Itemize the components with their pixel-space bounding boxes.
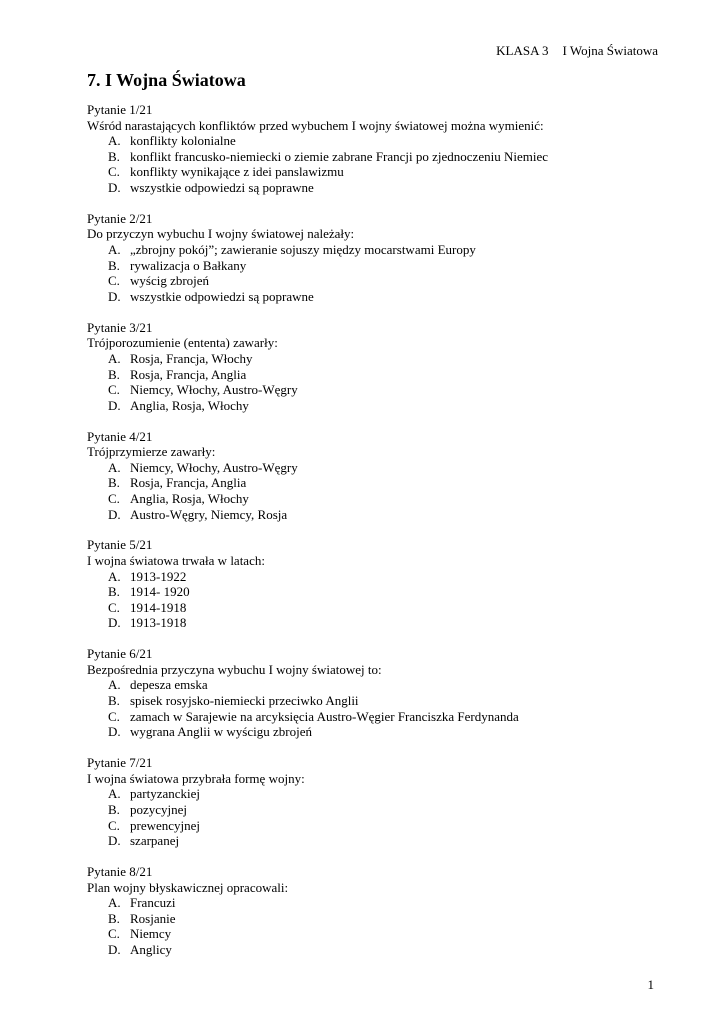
- answer-text: Austro-Węgry, Niemcy, Rosja: [130, 506, 288, 522]
- question-text: Plan wojny błyskawicznej opracowali:: [87, 879, 289, 895]
- answer-option: [87, 926, 687, 942]
- question-block: [87, 537, 687, 631]
- answer-list: [87, 242, 687, 304]
- answer-option: [87, 491, 687, 507]
- answer-option: [87, 569, 687, 585]
- answer-list: [87, 351, 687, 413]
- answer-letter: D.: [108, 615, 121, 631]
- question-text: I wojna światowa trwała w latach:: [87, 553, 265, 569]
- answer-letter: B.: [108, 366, 120, 382]
- answer-text: wygrana Anglii w wyścigu zbrojeń: [130, 724, 312, 740]
- answer-text: Anglicy: [130, 941, 172, 957]
- answer-option: [87, 133, 687, 149]
- question-number: Pytanie 7/21: [87, 755, 153, 771]
- answer-option: [87, 149, 687, 165]
- header-topic: I Wojna Światowa: [562, 43, 658, 58]
- answer-letter: C.: [108, 273, 120, 289]
- answer-option: [87, 942, 687, 958]
- header-class: KLASA 3: [496, 43, 549, 58]
- answer-option: [87, 786, 687, 802]
- answer-option: [87, 460, 687, 476]
- question-text: Trójprzymierze zawarły:: [87, 444, 216, 460]
- answer-letter: B.: [108, 584, 120, 600]
- question-block: [87, 429, 687, 523]
- answer-text: wszystkie odpowiedzi są poprawne: [130, 288, 314, 304]
- answer-option: [87, 367, 687, 383]
- answer-option: [87, 475, 687, 491]
- answer-text: 1913-1918: [130, 615, 187, 631]
- answer-option: [87, 818, 687, 834]
- question-text: Bezpośrednia przyczyna wybuchu I wojny światowej to:: [87, 661, 382, 677]
- question-text: Wśród narastających konfliktów przed wybuchem I wojny światowej można wymienić:: [87, 117, 544, 133]
- answer-text: konflikty wynikające z idei panslawizmu: [130, 164, 344, 180]
- answer-option: [87, 895, 687, 911]
- answer-text: zamach w Sarajewie na arcyksięcia Austro-Węgier Franciszka Ferdynanda: [130, 708, 519, 724]
- answer-letter: C.: [108, 926, 120, 942]
- question-number: Pytanie 8/21: [87, 864, 153, 880]
- question-text: Trójporozumienie (ententa) zawarły:: [87, 335, 278, 351]
- question-block: [87, 211, 687, 305]
- answer-option: [87, 709, 687, 725]
- answer-text: Rosja, Francja, Włochy: [130, 350, 253, 366]
- answer-letter: C.: [108, 708, 120, 724]
- answer-option: [87, 382, 687, 398]
- answer-letter: B.: [108, 475, 120, 491]
- answer-letter: A.: [108, 568, 121, 584]
- question-number: Pytanie 3/21: [87, 319, 153, 335]
- page-header: [496, 43, 658, 59]
- answer-option: [87, 584, 687, 600]
- answer-letter: C.: [108, 599, 120, 615]
- answer-text: konflikt francusko-niemiecki o ziemie zabrane Francji po zjednoczeniu Niemiec: [130, 148, 548, 164]
- answer-option: [87, 693, 687, 709]
- answer-option: [87, 833, 687, 849]
- answer-letter: C.: [108, 817, 120, 833]
- answer-option: [87, 289, 687, 305]
- answer-letter: D.: [108, 724, 121, 740]
- answer-text: konflikty kolonialne: [130, 133, 236, 149]
- page-number: 1: [647, 977, 654, 992]
- answer-list: [87, 460, 687, 522]
- answer-text: spisek rosyjsko-niemiecki przeciwko Anglii: [130, 693, 359, 709]
- page-title: 7. I Wojna Światowa: [87, 70, 246, 90]
- answer-text: pozycyjnej: [130, 801, 188, 817]
- answer-letter: B.: [108, 910, 120, 926]
- answer-letter: D.: [108, 506, 121, 522]
- answer-text: partyzanckiej: [130, 786, 201, 802]
- answer-text: depesza emska: [130, 677, 208, 693]
- answer-letter: A.: [108, 242, 121, 258]
- answer-option: [87, 802, 687, 818]
- answer-option: [87, 273, 687, 289]
- answer-letter: A.: [108, 786, 121, 802]
- answer-text: Rosja, Francja, Anglia: [130, 475, 247, 491]
- answer-option: [87, 724, 687, 740]
- answer-text: Niemcy, Włochy, Austro-Węgry: [130, 382, 298, 398]
- answer-letter: B.: [108, 257, 120, 273]
- answer-letter: D.: [108, 397, 121, 413]
- question-text: Do przyczyn wybuchu I wojny światowej należały:: [87, 226, 355, 242]
- answer-option: [87, 258, 687, 274]
- answer-text: Niemcy: [130, 926, 172, 942]
- question-text: I wojna światowa przybrała formę wojny:: [87, 770, 305, 786]
- question-number: Pytanie 2/21: [87, 210, 153, 226]
- answer-letter: B.: [108, 148, 120, 164]
- answer-letter: A.: [108, 133, 121, 149]
- answer-text: prewencyjnej: [130, 817, 201, 833]
- question-block: [87, 102, 687, 196]
- answer-text: „zbrojny pokój”; zawieranie sojuszy między mocarstwami Europy: [130, 242, 476, 258]
- answer-option: [87, 600, 687, 616]
- answer-text: wszystkie odpowiedzi są poprawne: [130, 179, 314, 195]
- question-number: Pytanie 6/21: [87, 646, 153, 662]
- answer-text: 1913-1922: [130, 568, 187, 584]
- question-number: Pytanie 4/21: [87, 428, 153, 444]
- question-number: Pytanie 5/21: [87, 537, 153, 553]
- answer-text: wyścig zbrojeń: [130, 273, 210, 289]
- answer-option: [87, 180, 687, 196]
- answer-letter: A.: [108, 350, 121, 366]
- answer-letter: C.: [108, 164, 120, 180]
- answer-text: Niemcy, Włochy, Austro-Węgry: [130, 459, 298, 475]
- answer-letter: B.: [108, 693, 120, 709]
- question-number: Pytanie 1/21: [87, 102, 153, 117]
- answer-letter: D.: [108, 833, 121, 849]
- answer-list: [87, 133, 687, 195]
- answer-letter: A.: [108, 677, 121, 693]
- question-list: [87, 102, 687, 973]
- answer-option: [87, 615, 687, 631]
- answer-letter: C.: [108, 490, 120, 506]
- answer-letter: B.: [108, 801, 120, 817]
- answer-text: rywalizacja o Bałkany: [130, 257, 247, 273]
- answer-text: Francuzi: [130, 895, 176, 911]
- answer-option: [87, 677, 687, 693]
- answer-list: [87, 677, 687, 739]
- answer-letter: D.: [108, 288, 121, 304]
- answer-letter: D.: [108, 179, 121, 195]
- answer-list: [87, 786, 687, 848]
- answer-text: Anglia, Rosja, Włochy: [130, 490, 249, 506]
- answer-text: 1914- 1920: [130, 584, 190, 600]
- answer-option: [87, 911, 687, 927]
- answer-text: 1914-1918: [130, 599, 187, 615]
- answer-option: [87, 164, 687, 180]
- answer-text: Rosjanie: [130, 910, 176, 926]
- question-block: [87, 755, 687, 849]
- answer-list: [87, 569, 687, 631]
- answer-letter: C.: [108, 382, 120, 398]
- question-block: [87, 646, 687, 740]
- answer-letter: A.: [108, 459, 121, 475]
- answer-list: [87, 895, 687, 957]
- answer-text: Rosja, Francja, Anglia: [130, 366, 247, 382]
- question-block: [87, 864, 687, 958]
- answer-text: szarpanej: [130, 833, 180, 849]
- answer-option: [87, 398, 687, 414]
- question-block: [87, 320, 687, 414]
- answer-option: [87, 351, 687, 367]
- answer-letter: A.: [108, 895, 121, 911]
- answer-option: [87, 242, 687, 258]
- answer-letter: D.: [108, 941, 121, 957]
- answer-text: Anglia, Rosja, Włochy: [130, 397, 249, 413]
- answer-option: [87, 507, 687, 523]
